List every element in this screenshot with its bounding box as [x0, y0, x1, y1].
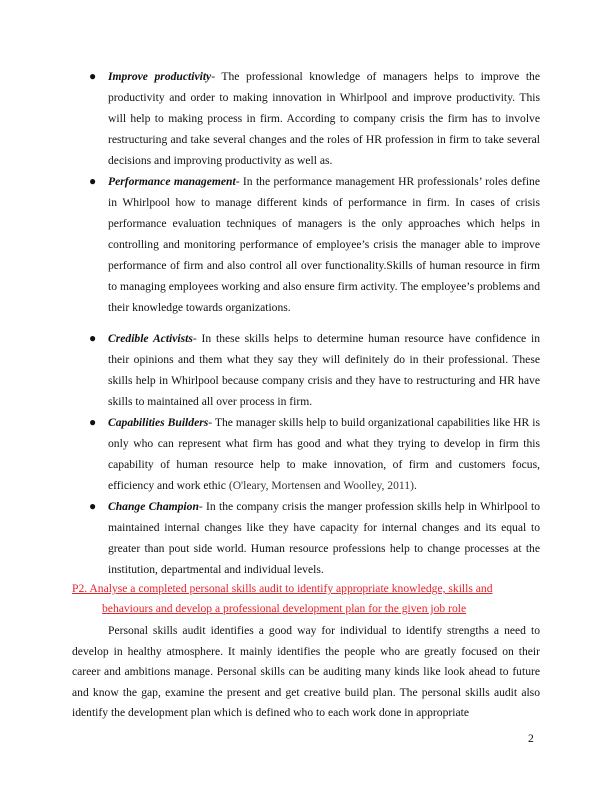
bullet-icon: ● [89, 331, 97, 345]
bullet-term: Capabilities Builders [108, 416, 209, 429]
section-heading [72, 579, 540, 619]
bullet-icon: ● [89, 499, 97, 513]
list-item [84, 66, 540, 171]
citation-end: . [413, 479, 417, 492]
bullet-icon: ● [89, 69, 97, 83]
bullet-text: - The manager skills help to build organizational capabilities like HR is only who can represent what firm has good and what they trying to develop in firm this capability of human resource help to make innovation, of firm and customers focus, efficiency and work ethic [108, 416, 540, 492]
bullet-text: - In these skills helps to determine human resource have confidence in their opinions and them what they say they will definitely do in their professional. These skills help in Whirlpool because company crisis and they have to restructuring and HR have skills to maintained all over process in firm. [108, 332, 540, 408]
body-paragraph: Personal skills audit identifies a good way for individual to identify strengths a need to develop in healthy atmosphere. It mainly identifies the people who are greatly focused on their career and ambitions manage. Personal skills can be auditing many kinds like look ahead to future and know the gap, examine the present and get creative build plan. The personal skills audit also identify the development plan which is defined who to each work done in appropriate [72, 624, 540, 720]
bullet-term: Credible Activists [108, 332, 193, 345]
citation: (O'leary, Mortensen and Woolley, 2011) [228, 479, 414, 492]
bullet-text: - In the performance management HR professionals’ roles define in Whirlpool how to manage different kinds of performance in firm. In cases of crisis performance evaluation techniques of managers is the only approaches which helps in controlling and monitoring performance of employee’s crisis the manager able to improve performance of firm and also control all over functionality.Skills of human resource in firm to managing employees working and also ensure firm activity. The employee’s problems and their knowledge towards organizations. [108, 175, 540, 314]
section-heading-line-1: P2. Analyse a completed personal skills audit to identify appropriate knowledge, skills and [72, 582, 493, 595]
bullet-term: Performance management [108, 175, 236, 188]
list-item [84, 171, 540, 318]
section-heading-line-2: behaviours and develop a professional development plan for the given job role [102, 602, 467, 615]
list-item [84, 496, 540, 580]
page-number: 2 [528, 732, 534, 745]
bullet-term: Improve productivity [108, 70, 212, 83]
bullet-icon: ● [89, 174, 97, 188]
bullet-text: - In the company crisis the manger profession skills help in Whirlpool to maintained internal changes like they have capacity for internal changes and its equal to greater than pout side world. Human resource professions help to change processes at the institution, departmental and individual levels. [108, 500, 540, 576]
list-item [84, 328, 540, 412]
bullet-text: - The professional knowledge of managers helps to improve the productivity and order to making innovation in Whirlpool and improve productivity. This will help to making process in firm. According to company crisis the firm has to involve restructuring and take several changes and the roles of HR profession in firm to take several decisions and improving productivity as well as. [108, 70, 541, 167]
list-item [84, 412, 540, 496]
bullet-term: Change Champion [108, 500, 199, 513]
bullet-icon: ● [89, 415, 97, 429]
skills-bullet-list [84, 66, 540, 580]
